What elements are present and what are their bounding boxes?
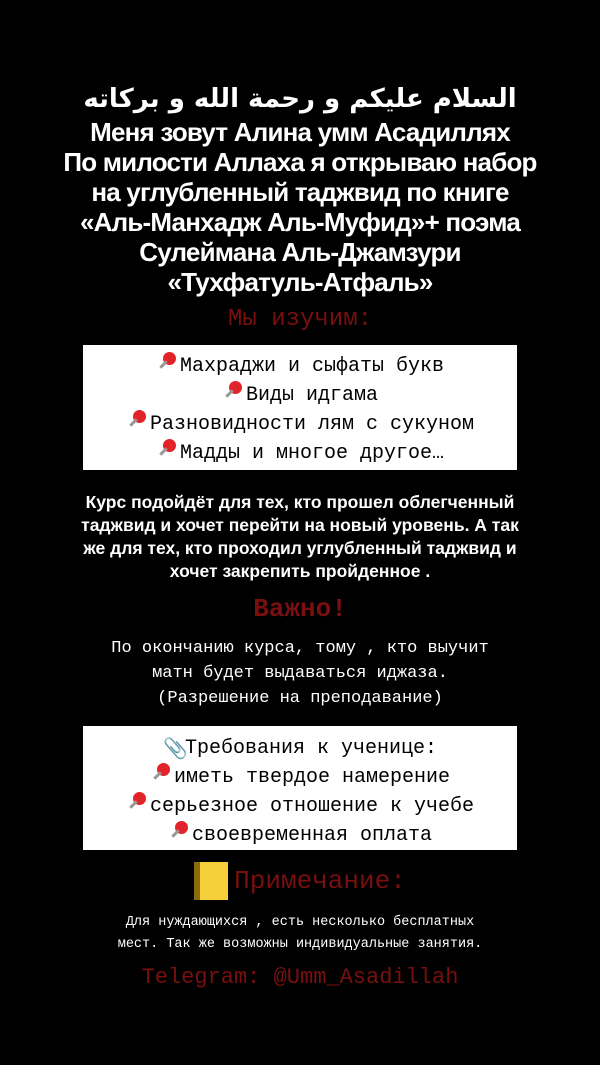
list-item — [83, 439, 517, 468]
list-item — [83, 821, 517, 850]
intro-line: «Аль-Манхадж Аль-Муфид»+ поэма — [79, 207, 521, 237]
telegram-contact[interactable]: Telegram: @Umm_Asadillah — [141, 965, 459, 990]
course-line: Курс подойдёт для тех, кто прошел облегченный — [85, 492, 515, 512]
intro-line: на углубленный таджвид по книге — [91, 177, 509, 207]
paperclip-icon: 📎 — [162, 736, 188, 760]
note-line: мест. Так же возможны индивидуальные занятия. — [117, 937, 483, 952]
notebook-icon — [194, 862, 228, 900]
requirements-box — [83, 726, 517, 850]
pushpin-icon — [156, 352, 178, 374]
list-item-label: своевременная оплата — [191, 824, 433, 847]
list-item-label: Виды идгама — [245, 384, 379, 407]
intro-line: «Тухфатуль-Атфаль» — [167, 267, 433, 297]
study-list-box — [83, 345, 517, 470]
intro-line: Меня зовут Алина умм Асадиллях — [90, 117, 510, 147]
note-text — [0, 912, 600, 956]
list-item — [83, 352, 517, 381]
requirements-title-label: Требования к ученице: — [184, 737, 438, 760]
course-line: таджвид и хочет перейти на новый уровень. А так — [81, 515, 519, 535]
pushpin-icon — [156, 439, 178, 461]
requirements-title — [83, 734, 517, 763]
intro-text — [0, 117, 600, 297]
pushpin-icon — [222, 381, 244, 403]
important-heading: Важно! — [253, 594, 347, 624]
ijaza-text — [0, 636, 600, 711]
course-line: же для тех, кто проходил углубленный таджвид и — [83, 538, 517, 558]
ijaza-line: матн будет выдаваться иджаза. — [152, 664, 448, 683]
list-item — [83, 410, 517, 439]
list-item — [83, 763, 517, 792]
note-heading: Примечание: — [234, 866, 406, 896]
list-item-label: иметь твердое намерение — [173, 766, 451, 789]
note-heading-row — [0, 862, 600, 900]
list-item — [83, 381, 517, 410]
pushpin-icon — [168, 821, 190, 843]
list-item-label: Разновидности лям с сукуном — [149, 413, 475, 436]
intro-line: Сулеймана Аль-Джамзури — [139, 237, 461, 267]
arabic-greeting: السلام عليكم و رحمة الله و بركاته — [83, 84, 517, 114]
pushpin-icon — [150, 763, 172, 785]
list-item-label: Махраджи и сыфаты букв — [179, 355, 445, 378]
list-item — [83, 792, 517, 821]
course-description — [0, 491, 600, 583]
course-line: хочет закрепить пройденное . — [169, 561, 431, 581]
pushpin-icon — [126, 410, 148, 432]
study-heading: Мы изучим: — [227, 306, 373, 333]
list-item-label: Мадды и многое другое… — [179, 442, 445, 465]
intro-line: По милости Аллаха я открываю набор — [63, 147, 537, 177]
note-line: Для нуждающихся , есть несколько бесплатных — [125, 915, 475, 930]
list-item-label: серьезное отношение к учебе — [149, 795, 475, 818]
ijaza-line: (Разрешение на преподавание) — [157, 689, 443, 708]
pushpin-icon — [126, 792, 148, 814]
ijaza-line: По окончанию курса, тому , кто выучит — [111, 639, 489, 658]
